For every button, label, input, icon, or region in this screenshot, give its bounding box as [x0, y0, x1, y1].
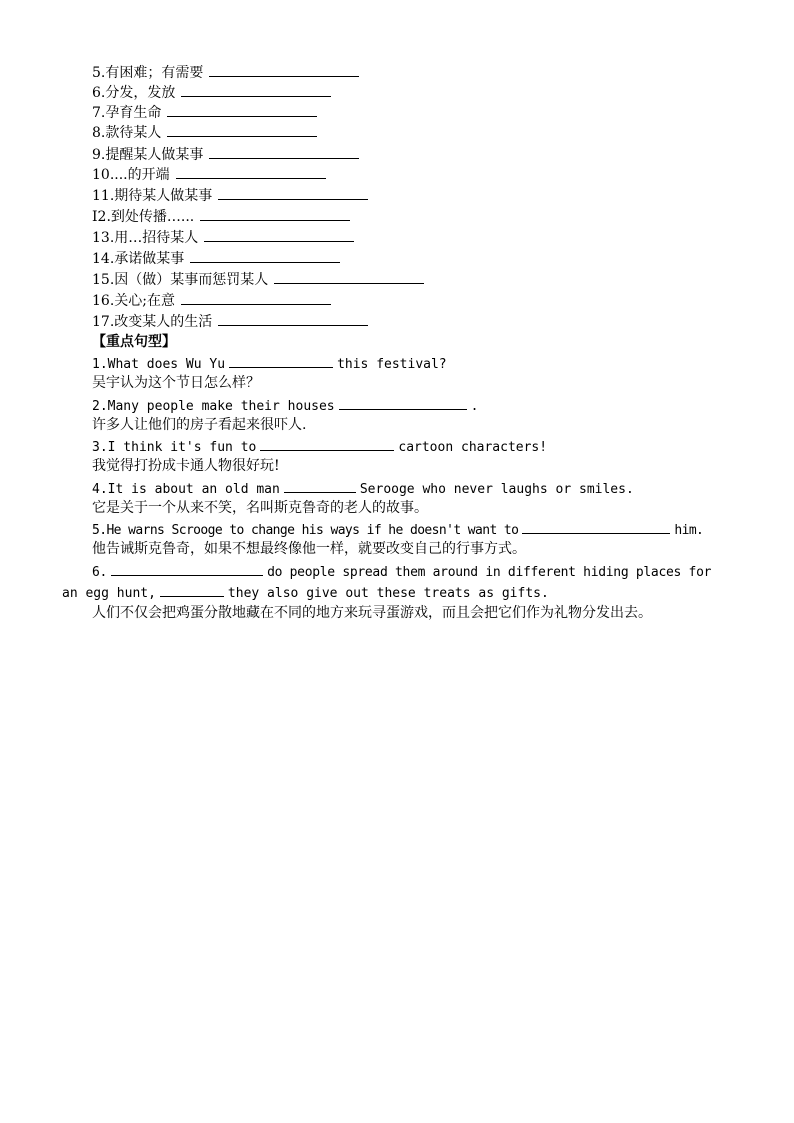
phrase-item: 7.孕育生命	[92, 102, 317, 123]
sentence-1-translation: 吴宇认为这个节日怎么样？	[92, 375, 260, 391]
answer-blank[interactable]	[274, 269, 424, 284]
answer-blank[interactable]	[339, 395, 467, 410]
answer-blank[interactable]	[260, 436, 394, 451]
answer-blank[interactable]	[218, 185, 368, 200]
sentence-2: 2.Many people make their houses .	[92, 395, 478, 417]
answer-blank[interactable]	[200, 206, 350, 221]
answer-blank[interactable]	[181, 290, 331, 305]
sentence-4: 4.It is about an old man Serooge who never laughs or smiles.	[92, 478, 634, 500]
sentence-6: 6. do people spread them around in different hiding places for	[92, 561, 711, 583]
phrase-item: 10....的开端	[92, 164, 326, 185]
phrase-item: 8.款待某人	[92, 122, 317, 143]
phrase-item: 6.分发，发放	[92, 82, 331, 103]
phrase-item: 15.因（做）某事而惩罚某人	[92, 269, 424, 290]
answer-blank[interactable]	[181, 82, 331, 97]
answer-blank[interactable]	[167, 122, 317, 137]
phrase-item: 16.关心;在意	[92, 290, 331, 311]
answer-blank[interactable]	[176, 164, 326, 179]
answer-blank[interactable]	[218, 311, 368, 326]
sentence-3-translation: 我觉得打扮成卡通人物很好玩!	[92, 458, 280, 474]
answer-blank[interactable]	[111, 561, 263, 576]
phrase-item: 5.有困难；有需要	[92, 62, 359, 83]
answer-blank[interactable]	[160, 582, 224, 597]
sentence-3: 3.I think it's fun to cartoon characters!	[92, 436, 547, 458]
sentence-5-translation: 他告诫斯克鲁奇，如果不想最终像他一样，就要改变自己的行事方式。	[92, 541, 526, 557]
sentence-6-translation: 人们不仅会把鸡蛋分散地藏在不同的地方来玩寻蛋游戏，而且会把它们作为礼物分发出去。	[92, 605, 652, 621]
answer-blank[interactable]	[167, 102, 317, 117]
phrase-item: 17.改变某人的生活	[92, 311, 368, 332]
phrase-item: 9.提醒某人做某事	[92, 144, 359, 165]
answer-blank[interactable]	[209, 62, 359, 77]
section-heading: 【重点句型】	[92, 334, 176, 350]
sentence-5: 5.He warns Scrooge to change his ways if he doesn't want to him.	[92, 519, 703, 541]
phrase-item: 14.承诺做某事	[92, 248, 340, 269]
phrase-item: 11.期待某人做某事	[92, 185, 368, 206]
sentence-4-translation: 它是关于一个从来不笑，名叫斯克鲁奇的老人的故事。	[92, 500, 428, 516]
phrase-item: I2.到处传播…...	[92, 206, 350, 227]
answer-blank[interactable]	[204, 227, 354, 242]
answer-blank[interactable]	[190, 248, 340, 263]
answer-blank[interactable]	[229, 353, 333, 368]
answer-blank[interactable]	[209, 144, 359, 159]
sentence-1: 1.What does Wu Yu this festival?	[92, 353, 447, 375]
phrase-item: 13.用…招待某人	[92, 227, 354, 248]
answer-blank[interactable]	[522, 519, 670, 534]
sentence-2-translation: 许多人让他们的房子看起来很吓人.	[92, 417, 307, 433]
sentence-6-continued: an egg hunt, they also give out these treats as gifts.	[62, 582, 549, 604]
answer-blank[interactable]	[284, 478, 356, 493]
